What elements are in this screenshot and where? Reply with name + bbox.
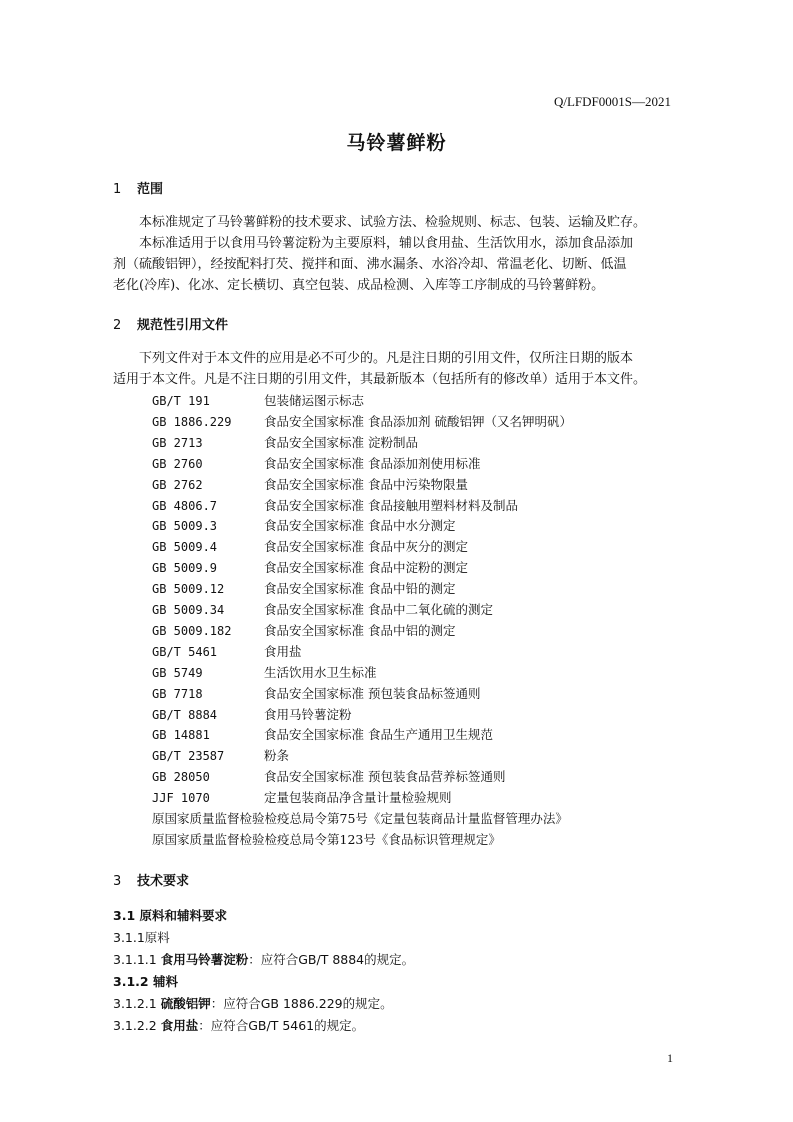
references-intro-line-2: 适用于本文件。凡是不注日期的引用文件，其最新版本（包括所有的修改单）适用于本文件。 <box>113 372 647 387</box>
reference-title: 食用马铃薯淀粉 <box>264 706 352 722</box>
clause-3-1-2-2-number: 3.1.2.2 <box>113 1018 161 1033</box>
reference-code: GB 1886.229 <box>152 414 232 429</box>
reference-title: 食品安全国家标准 淀粉制品 <box>264 434 418 450</box>
section-3-title: 技术要求 <box>137 874 190 889</box>
clause-3-1-2: 3.1.2 辅料 <box>113 974 178 989</box>
reference-item <box>152 662 377 683</box>
reference-item <box>152 766 505 787</box>
reference-item <box>152 515 455 536</box>
regulation-item: 原国家质量监督检验检疫总局令第123号《食品标识管理规定》 <box>152 832 501 847</box>
section-3-heading <box>113 870 189 889</box>
reference-title: 粉条 <box>264 748 290 764</box>
clause-3-1-2-1 <box>113 994 393 1012</box>
reference-code: GB 4806.7 <box>152 498 218 513</box>
reference-title: 食品安全国家标准 食品中水分测定 <box>264 518 456 534</box>
clause-3-1-2-1-number: 3.1.2.1 <box>113 996 161 1011</box>
clause-3-1-2-1-text: ：应符合GB 1886.229的规定。 <box>210 996 393 1011</box>
scope-paragraph-2-line-2: 剂（硫酸铝钾），经按配料打芡、搅拌和面、沸水漏条、水浴冷却、常温老化、切断、低温 <box>113 257 627 272</box>
reference-item <box>152 641 302 662</box>
reference-code: GB/T 23587 <box>152 749 225 764</box>
clause-3-1-1: 3.1.1原料 <box>113 930 170 945</box>
reference-item <box>152 390 364 411</box>
clause-3-1-1-1-term: 食用马铃薯淀粉 <box>160 952 249 967</box>
scope-paragraph-2-line-1: 本标准适用于以食用马铃薯淀粉为主要原料，辅以食用盐、生活饮用水，添加食品添加 <box>139 236 634 251</box>
clause-3-1-2-2-term: 食用盐 <box>160 1018 199 1033</box>
reference-code: GB 5009.34 <box>152 603 225 617</box>
clause-3-1-2-2 <box>113 1016 364 1034</box>
reference-code: GB 2713 <box>152 435 203 450</box>
reference-item <box>152 495 518 516</box>
page-number: 1 <box>667 1051 673 1065</box>
clause-3-1-1-1-number: 3.1.1.1 <box>113 952 161 967</box>
reference-title: 食品安全国家标准 预包装食品标签通则 <box>264 685 481 701</box>
reference-title: 食品安全国家标准 食品中铝的测定 <box>264 622 456 638</box>
reference-title: 食品安全国家标准 食品中灰分的测定 <box>264 539 468 555</box>
reference-title: 食品安全国家标准 食品中二氧化硫的测定 <box>264 602 493 617</box>
reference-item <box>152 453 480 474</box>
section-1-heading <box>113 178 163 197</box>
references-intro-line-1: 下列文件对于本文件的应用是必不可少的。凡是注日期的引用文件，仅所注日期的版本 <box>139 351 634 366</box>
reference-item <box>152 432 418 453</box>
section-1-number: 1 <box>113 182 122 197</box>
scope-paragraph-2-line-3: 老化(冷库)、化冰、定长横切、真空包装、成品检测、入库等工序制成的马铃薯鲜粉。 <box>113 278 605 293</box>
reference-code: GB 5009.9 <box>152 561 218 576</box>
reference-code: GB 5009.3 <box>152 519 218 534</box>
reference-item <box>152 787 452 808</box>
reference-title: 食品安全国家标准 食品中铅的测定 <box>264 581 456 597</box>
reference-code: GB/T 8884 <box>152 707 218 722</box>
reference-code: GB 2760 <box>152 456 203 471</box>
clause-3-1-2-2-text: ：应符合GB/T 5461的规定。 <box>198 1018 365 1033</box>
reference-item <box>152 620 455 641</box>
reference-code: GB 5009.12 <box>152 582 225 597</box>
reference-code: GB/T 5461 <box>152 644 218 659</box>
reference-item <box>152 724 493 745</box>
reference-code: GB 5009.182 <box>152 623 232 638</box>
reference-item <box>152 536 468 557</box>
reference-item <box>152 683 480 704</box>
reference-title: 包装储运图示标志 <box>264 393 365 408</box>
clause-3-1: 3.1 原料和辅料要求 <box>113 908 227 923</box>
reference-title: 食品安全国家标准 预包装食品营养标签通则 <box>264 769 506 785</box>
reference-code: GB 28050 <box>152 770 210 785</box>
reference-code: GB 2762 <box>152 477 203 492</box>
section-1-title: 范围 <box>137 182 164 197</box>
reference-item <box>152 745 289 766</box>
reference-code: GB 14881 <box>152 728 210 743</box>
reference-title: 食品安全国家标准 食品接触用塑料材料及制品 <box>264 497 518 513</box>
document-number: Q/LFDF0001S—2021 <box>553 94 671 109</box>
reference-item <box>152 411 572 432</box>
page-title: 马铃薯鲜粉 <box>346 132 447 154</box>
reference-code: GB/T 191 <box>152 394 210 408</box>
reference-code: GB 5009.4 <box>152 540 218 555</box>
reference-title: 定量包装商品净含量计量检验规则 <box>264 790 452 806</box>
reference-item <box>152 578 455 599</box>
section-2-title: 规范性引用文件 <box>137 318 229 333</box>
clause-3-1-2-1-term: 硫酸铝钾 <box>160 996 211 1011</box>
reference-title: 食品安全国家标准 食品中污染物限量 <box>264 476 468 492</box>
reference-item <box>152 557 468 578</box>
section-2-number: 2 <box>113 318 122 333</box>
clause-3-1-1-1 <box>113 950 414 968</box>
reference-title: 食品安全国家标准 食品生产通用卫生规范 <box>264 727 493 743</box>
reference-title: 食品安全国家标准 食品中淀粉的测定 <box>264 560 468 576</box>
reference-code: GB 5749 <box>152 665 203 680</box>
reference-title: 食用盐 <box>264 643 302 659</box>
reference-code: JJF 1070 <box>152 791 210 806</box>
reference-code: GB 7718 <box>152 686 203 701</box>
reference-item <box>152 474 468 495</box>
regulation-item: 原国家质量监督检验检疫总局令第75号《定量包装商品计量监督管理办法》 <box>152 811 568 826</box>
section-3-number: 3 <box>113 874 122 889</box>
reference-item <box>152 599 493 620</box>
reference-title: 食品安全国家标准 食品添加剂使用标准 <box>264 455 481 471</box>
scope-paragraph-1: 本标准规定了马铃薯鲜粉的技术要求、试验方法、检验规则、标志、包装、运输及贮存。 <box>139 215 647 230</box>
reference-title: 食品安全国家标准 食品添加剂 硫酸铝钾（又名钾明矾） <box>264 413 572 429</box>
clause-3-1-1-1-text: ：应符合GB/T 8884的规定。 <box>248 952 415 967</box>
reference-title: 生活饮用水卫生标准 <box>264 664 377 680</box>
section-2-heading <box>113 314 228 333</box>
reference-item <box>152 704 352 725</box>
